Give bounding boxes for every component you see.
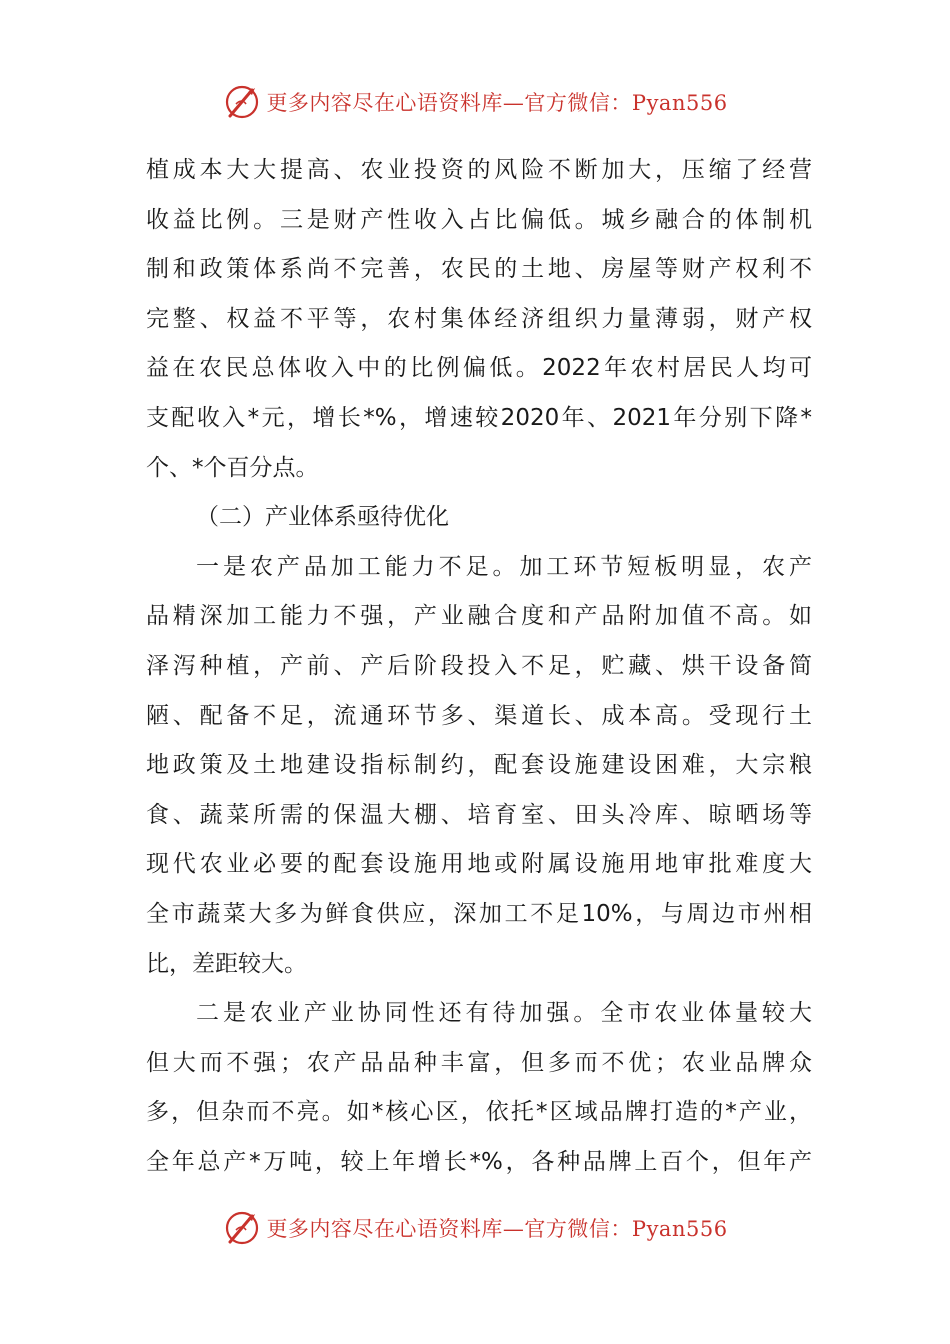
text-line: 益在农民总体收入中的比例偏低。2022年农村居民人均可 bbox=[146, 355, 812, 382]
text-line: 现代农业必要的配套设施用地或附属设施用地审批难度大 bbox=[146, 851, 812, 878]
header-watermark bbox=[0, 82, 950, 122]
text-line: 收益比例。三是财产性收入占比偏低。城乡融合的体制机 bbox=[146, 206, 812, 233]
text-line: 全市蔬菜大多为鲜食供应，深加工不足10%，与周边市州相 bbox=[146, 900, 812, 927]
text-line: 制和政策体系尚不完善，农民的土地、房屋等财产权利不 bbox=[146, 256, 812, 283]
text-line: 但大而不强；农产品品种丰富，但多而不优；农业品牌众 bbox=[146, 1049, 812, 1076]
text-line: 地政策及土地建设指标制约，配套设施建设困难，大宗粮 bbox=[146, 752, 812, 779]
watermark-text: 更多内容尽在心语资料库—官方微信：Pyan556 bbox=[266, 1217, 728, 1241]
text-line: 多，但杂而不亮。如*核心区，依托*区域品牌打造的*产业， bbox=[146, 1099, 812, 1126]
pen-logo-icon bbox=[222, 1208, 262, 1248]
text-line: 植成本大大提高、农业投资的风险不断加大，压缩了经营 bbox=[146, 157, 812, 183]
text-line: 一是农产品加工能力不足。加工环节短板明显，农产 bbox=[196, 553, 812, 580]
text-line: 个、*个百分点。 bbox=[146, 454, 319, 481]
watermark-text: 更多内容尽在心语资料库—官方微信：Pyan556 bbox=[266, 91, 728, 115]
text-line: 食、蔬菜所需的保温大棚、培育室、田头冷库、晾晒场等 bbox=[146, 801, 812, 828]
text-line: 泽泻种植，产前、产后阶段投入不足，贮藏、烘干设备简 bbox=[146, 652, 812, 679]
document-body bbox=[146, 146, 812, 1187]
text-line: 陋、配备不足，流通环节多、渠道长、成本高。受现行土 bbox=[146, 702, 812, 729]
pen-logo-icon bbox=[222, 82, 262, 122]
text-line: 完整、权益不平等，农村集体经济组织力量薄弱，财产权 bbox=[146, 305, 812, 332]
text-line: 品精深加工能力不强，产业融合度和产品附加值不高。如 bbox=[146, 603, 812, 630]
section-heading: （二）产业体系亟待优化 bbox=[196, 504, 449, 531]
text-line: 二是农业产业协同性还有待加强。全市农业体量较大 bbox=[196, 1000, 812, 1027]
footer-watermark bbox=[0, 1208, 950, 1248]
text-line: 全年总产*万吨，较上年增长*%，各种品牌上百个，但年产 bbox=[146, 1148, 812, 1175]
text-line: 支配收入*元，增长*%，增速较2020年、2021年分别下降* bbox=[146, 404, 812, 431]
text-line: 比，差距较大。 bbox=[146, 950, 307, 977]
